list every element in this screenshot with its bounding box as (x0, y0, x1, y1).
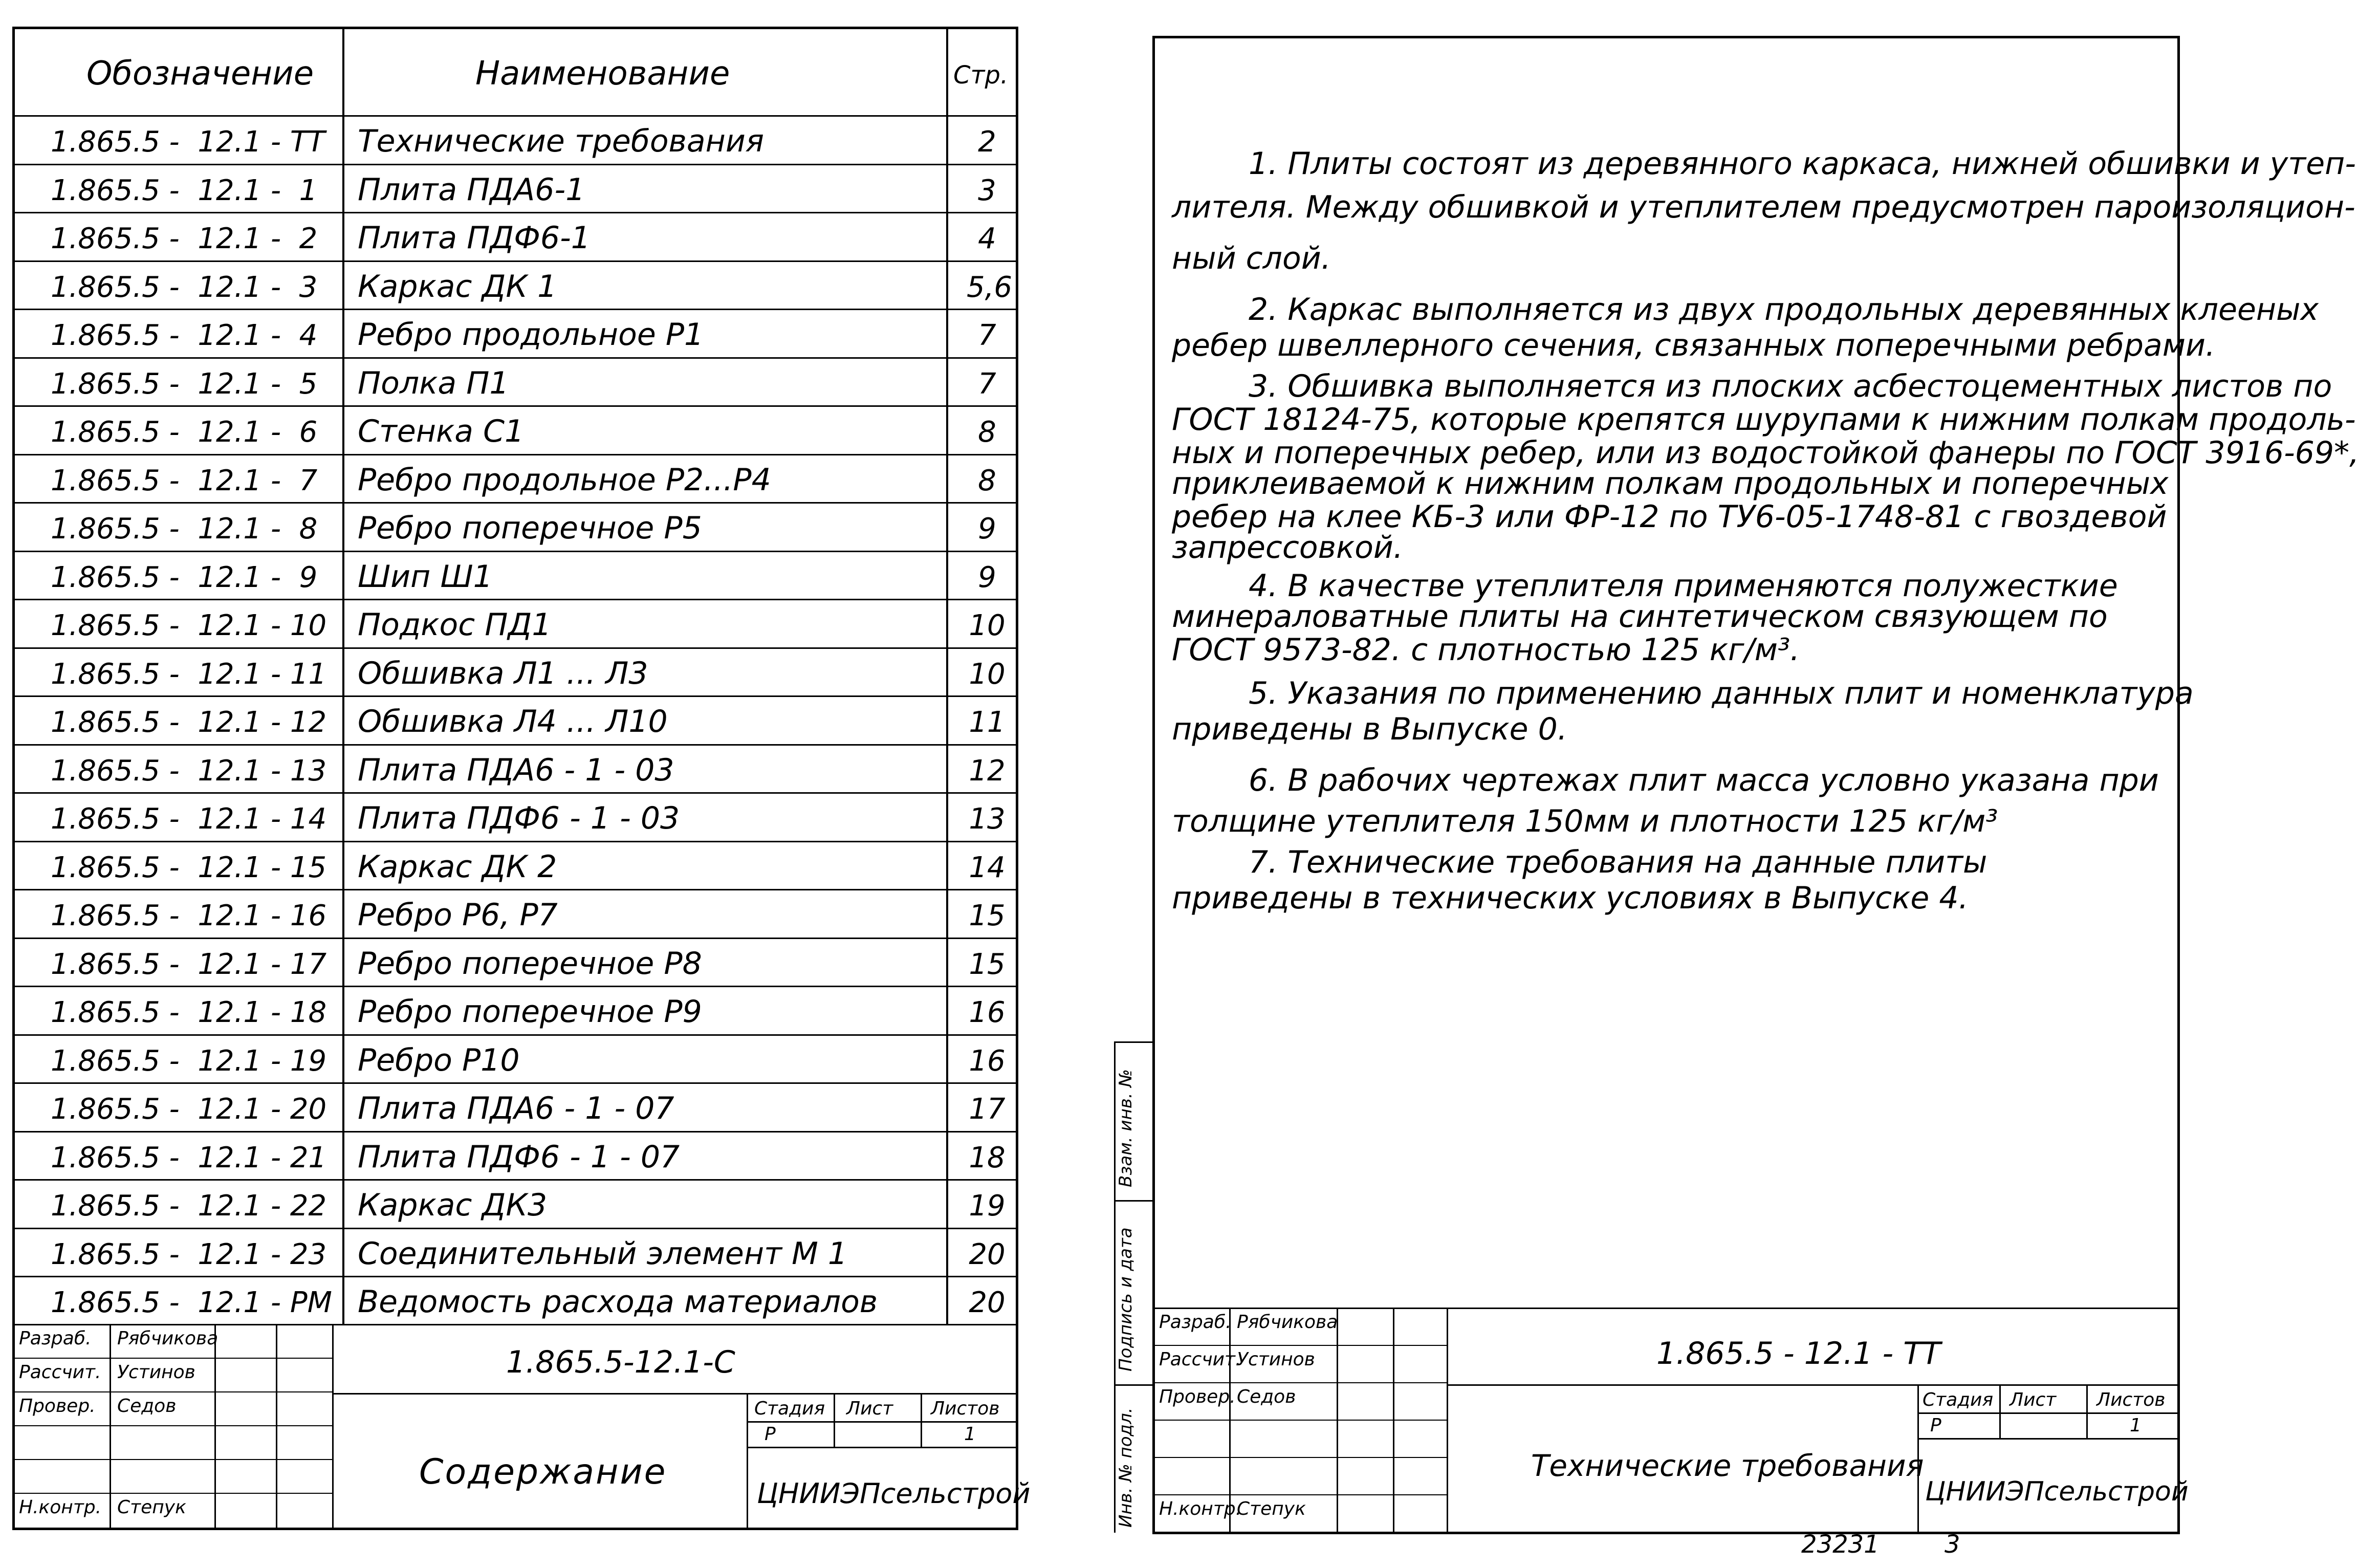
tb-role: Н.контр. (1159, 1498, 1242, 1519)
requirement-line: запрессовкой. (1172, 530, 1403, 565)
tb-line (1917, 1412, 2177, 1414)
tb-line (921, 1393, 922, 1447)
stage-value: Р (765, 1424, 776, 1445)
row-line (15, 1034, 1016, 1036)
row-name: Каркас ДК 1 (358, 268, 557, 304)
tb-line (332, 1324, 334, 1528)
row-designation: 1.865.5 - 12.1 - 6 (51, 416, 318, 449)
contents-sheet (12, 27, 1031, 1530)
row-page: 8 (978, 464, 996, 497)
row-page: 3 (978, 173, 996, 207)
row-designation: 1.865.5 - 12.1 - 5 (51, 367, 318, 401)
row-designation: 1.865.5 - 12.1 - 3 (51, 270, 318, 304)
row-line (15, 1276, 1016, 1277)
doc-title: Технические требования (1531, 1448, 1924, 1483)
side-label-signature: Подпись и дата (1116, 1227, 1136, 1371)
requirement-line: ГОСТ 18124-75, которые крепятся шурупами к нижним полкам продоль- (1172, 402, 2356, 438)
requirement-line: 1. Плиты состоят из деревянного каркаса, нижней обшивки и утеп- (1249, 146, 2356, 182)
row-page: 19 (969, 1189, 1006, 1223)
row-designation: 1.865.5 - 12.1 - 23 (51, 1237, 327, 1271)
row-line (15, 1082, 1016, 1084)
row-designation: 1.865.5 - 12.1 - 19 (51, 1044, 327, 1078)
row-designation: 1.865.5 - 12.1 - ТТ (51, 125, 325, 159)
tb-line (747, 1421, 1016, 1423)
row-designation: 1.865.5 - 12.1 - 12 (51, 706, 327, 739)
tb-line (1917, 1438, 2177, 1440)
tb-role: Провер. (19, 1396, 96, 1417)
row-line (15, 309, 1016, 310)
sheet-label: Лист (2009, 1389, 2057, 1410)
tb-line (15, 1459, 332, 1460)
row-name: Каркас ДК3 (358, 1187, 548, 1223)
side-label-inventory: Инв. № подл. (1116, 1407, 1136, 1528)
row-designation: 1.865.5 - 12.1 - 18 (51, 996, 327, 1029)
sheets-value: 1 (2130, 1415, 2142, 1436)
title-block (1155, 1308, 2189, 1532)
row-line (15, 260, 1016, 262)
row-name: Ведомость расхода материалов (358, 1284, 878, 1320)
doc-code: 1.865.5-12.1-С (506, 1344, 735, 1380)
tb-line (332, 1393, 1016, 1395)
tb-line (747, 1393, 748, 1528)
tb-line (15, 1324, 1016, 1325)
row-line (15, 599, 1016, 600)
requirement-line: толщине утеплителя 150мм и плотности 125 кг/м³ (1172, 803, 1998, 839)
sheets-label: Листов (2096, 1389, 2166, 1410)
row-line (15, 1228, 1016, 1229)
row-designation: 1.865.5 - 12.1 - 13 (51, 754, 327, 788)
row-name: Обшивка Л1 ... Л3 (358, 655, 648, 691)
requirement-line: приведены в Выпуске 0. (1172, 711, 1567, 747)
row-line (15, 212, 1016, 213)
binding-strip-line (1114, 1200, 1155, 1202)
binding-strip-line (1114, 1384, 1155, 1386)
row-line (15, 1131, 1016, 1133)
doc-code: 1.865.5 - 12.1 - ТТ (1656, 1336, 1941, 1371)
stage-label: Стадия (1923, 1389, 1994, 1410)
row-name: Плита ПДФ6-1 (358, 220, 591, 256)
row-name: Ребро Р6, Р7 (358, 897, 558, 933)
row-name: Плита ПДА6 - 1 - 07 (358, 1091, 674, 1126)
row-name: Обшивка Л4 ... Л10 (358, 704, 668, 739)
tb-person: Степук (1237, 1498, 1306, 1519)
table-divider (946, 29, 948, 1324)
tb-person: Седов (117, 1396, 177, 1417)
row-designation: 1.865.5 - 12.1 - 9 (51, 560, 318, 594)
row-name: Соединительный элемент М 1 (358, 1235, 848, 1272)
sheets-label: Листов (931, 1398, 1000, 1419)
organization: ЦНИИЭПсельстрой (1925, 1476, 2189, 1507)
row-page: 18 (969, 1141, 1006, 1174)
row-line (15, 841, 1016, 842)
row-page: 15 (969, 899, 1006, 932)
row-line (15, 792, 1016, 794)
row-name: Ребро поперечное Р5 (358, 510, 702, 546)
row-designation: 1.865.5 - 12.1 - 2 (51, 222, 318, 255)
row-line (15, 502, 1016, 504)
row-name: Каркас ДК 2 (358, 848, 557, 885)
organization: ЦНИИЭПсельстрой (757, 1477, 1031, 1510)
tb-role: Рассчит. (19, 1362, 101, 1383)
row-name: Ребро поперечное Р9 (358, 994, 702, 1030)
row-page: 7 (978, 367, 996, 401)
row-page: 16 (969, 1044, 1006, 1078)
row-line (15, 647, 1016, 649)
sheet-label: Лист (846, 1398, 893, 1419)
row-line (15, 164, 1016, 165)
tb-role: Н.контр. (19, 1497, 102, 1518)
requirement-line: приведены в технических условиях в Выпуске 4. (1172, 880, 1969, 916)
row-designation: 1.865.5 - 12.1 - 15 (51, 851, 327, 884)
title-block (15, 1324, 1031, 1528)
row-designation: 1.865.5 - 12.1 - 14 (51, 802, 327, 836)
row-line (15, 551, 1016, 552)
row-page: 8 (978, 416, 996, 449)
header-name: Наименование (475, 55, 730, 93)
row-page: 12 (969, 754, 1006, 788)
tb-role: Провер. (1159, 1386, 1236, 1407)
row-designation: 1.865.5 - 12.1 - 20 (51, 1093, 327, 1126)
row-line (15, 695, 1016, 697)
row-name: Плита ПДФ6 - 1 - 03 (358, 800, 680, 836)
tb-line (747, 1447, 1016, 1448)
tb-person: Устинов (117, 1362, 195, 1383)
binding-strip-line (1114, 1041, 1155, 1043)
tb-role: Разраб. (19, 1328, 92, 1349)
row-name: Технические требования (358, 123, 764, 159)
tb-line (834, 1393, 835, 1447)
row-page: 5,6 (967, 270, 1013, 304)
row-name: Ребро Р10 (358, 1042, 520, 1078)
row-designation: 1.865.5 - 12.1 - 22 (51, 1189, 327, 1223)
row-page: 2 (978, 125, 996, 159)
requirement-line: ных и поперечных ребер, или из водостойкой фанеры по ГОСТ 3916-69*, (1172, 435, 2359, 471)
sheets-value: 1 (964, 1424, 976, 1445)
tb-role: Разраб. (1159, 1312, 1232, 1333)
requirement-line: ГОСТ 9573-82. с плотностью 125 кг/м³. (1172, 632, 1800, 668)
stage-label: Стадия (754, 1398, 825, 1419)
tb-person: Седов (1237, 1386, 1296, 1407)
row-line (15, 454, 1016, 455)
requirement-line: приклеиваемой к нижним полкам продольных и поперечных (1172, 466, 2169, 502)
row-page: 16 (969, 996, 1006, 1029)
row-page: 7 (978, 319, 996, 352)
row-line (15, 938, 1016, 939)
row-name: Полка П1 (358, 365, 509, 401)
row-name: Шип Ш1 (358, 558, 493, 595)
tb-line (2086, 1384, 2088, 1438)
row-designation: 1.865.5 - 12.1 - 1 (51, 173, 318, 207)
row-line (15, 405, 1016, 407)
row-designation: 1.865.5 - 12.1 - 11 (51, 657, 327, 691)
tb-line (1155, 1494, 1447, 1495)
row-page: 10 (969, 657, 1006, 691)
tb-line (1447, 1384, 2177, 1386)
stage-value: Р (1930, 1415, 1941, 1436)
side-label-replacement: Взам. инв. № (1116, 1069, 1136, 1187)
row-page: 9 (978, 560, 996, 594)
archive-number: 23231 (1801, 1530, 1880, 1559)
row-page: 10 (969, 609, 1006, 642)
row-line (15, 744, 1016, 746)
row-page: 13 (969, 802, 1006, 836)
requirement-line: 2. Каркас выполняется из двух продольных деревянных клееных (1249, 292, 2319, 328)
requirement-line: ный слой. (1172, 241, 1331, 276)
tb-line (15, 1425, 332, 1426)
row-line (15, 357, 1016, 359)
requirement-line: 5. Указания по применению данных плит и номенклатура (1249, 676, 2194, 711)
tb-line (15, 1493, 332, 1494)
header-designation: Обозначение (86, 55, 314, 93)
requirement-line: минераловатные плиты на синтетическом связующем по (1172, 599, 2108, 635)
row-designation: 1.865.5 - 12.1 - 4 (51, 319, 318, 352)
row-page: 17 (969, 1093, 1006, 1126)
tb-line (1155, 1382, 1447, 1383)
row-designation: 1.865.5 - 12.1 - 17 (51, 947, 327, 981)
row-designation: 1.865.5 - 12.1 - 21 (51, 1141, 327, 1174)
row-page: 15 (969, 947, 1006, 981)
row-page: 14 (969, 851, 1006, 884)
tb-role: Рассчит. (1159, 1349, 1241, 1370)
tb-line (1999, 1384, 2001, 1438)
row-page: 4 (978, 222, 996, 255)
header-line (15, 115, 1016, 117)
tb-person: Степук (117, 1497, 186, 1518)
tb-person: Рябчикова (117, 1328, 219, 1349)
tb-line (1155, 1308, 2177, 1309)
row-name: Ребро продольное Р2...Р4 (358, 462, 771, 498)
tb-line (1155, 1457, 1447, 1458)
row-line (15, 1179, 1016, 1181)
row-designation: 1.865.5 - 12.1 - 10 (51, 609, 327, 642)
row-name: Подкос ПД1 (358, 607, 552, 643)
requirement-line: ребер на клее КБ-3 или ФР-12 по ТУ6-05-1748-81 с гвоздевой (1172, 499, 2167, 535)
tb-line (15, 1391, 332, 1392)
tb-line (1155, 1345, 1447, 1346)
tb-line (15, 1358, 332, 1359)
row-name: Ребро продольное Р1 (358, 317, 704, 353)
row-designation: 1.865.5 - 12.1 - 8 (51, 512, 318, 546)
row-page: 20 (969, 1286, 1006, 1319)
row-line (15, 986, 1016, 987)
requirement-line: 7. Технические требования на данные плиты (1249, 844, 1987, 880)
table-divider (342, 29, 344, 1324)
row-designation: 1.865.5 - 12.1 - РМ (51, 1286, 332, 1319)
requirement-line: ребер швеллерного сечения, связанных поперечными ребрами. (1172, 328, 2216, 363)
page-number: 3 (1945, 1530, 1960, 1559)
header-page: Стр. (953, 61, 1009, 90)
tb-person: Рябчикова (1237, 1312, 1338, 1333)
row-page: 9 (978, 512, 996, 546)
requirement-line: 4. В качестве утеплителя применяются полужесткие (1249, 568, 2118, 604)
tb-line (1155, 1420, 1447, 1421)
row-page: 20 (969, 1237, 1006, 1271)
requirement-line: 3. Обшивка выполняется из плоских асбестоцементных листов по (1249, 368, 2332, 404)
row-name: Стенка С1 (358, 413, 525, 449)
row-designation: 1.865.5 - 12.1 - 16 (51, 899, 327, 932)
tb-person: Устинов (1237, 1349, 1315, 1370)
row-name: Плита ПДА6 - 1 - 03 (358, 752, 674, 788)
tb-line (1447, 1308, 1448, 1532)
doc-title: Содержание (419, 1452, 667, 1492)
row-name: Плита ПДФ6 - 1 - 07 (358, 1139, 680, 1175)
requirement-line: лителя. Между обшивкой и утеплителем предусмотрен пароизоляцион- (1172, 189, 2355, 225)
row-designation: 1.865.5 - 12.1 - 7 (51, 464, 318, 497)
requirement-line: 6. В рабочих чертежах плит масса условно указана при (1249, 763, 2159, 798)
row-line (15, 889, 1016, 890)
row-page: 11 (969, 706, 1006, 739)
row-name: Плита ПДА6-1 (358, 171, 585, 208)
row-name: Ребро поперечное Р8 (358, 945, 702, 982)
